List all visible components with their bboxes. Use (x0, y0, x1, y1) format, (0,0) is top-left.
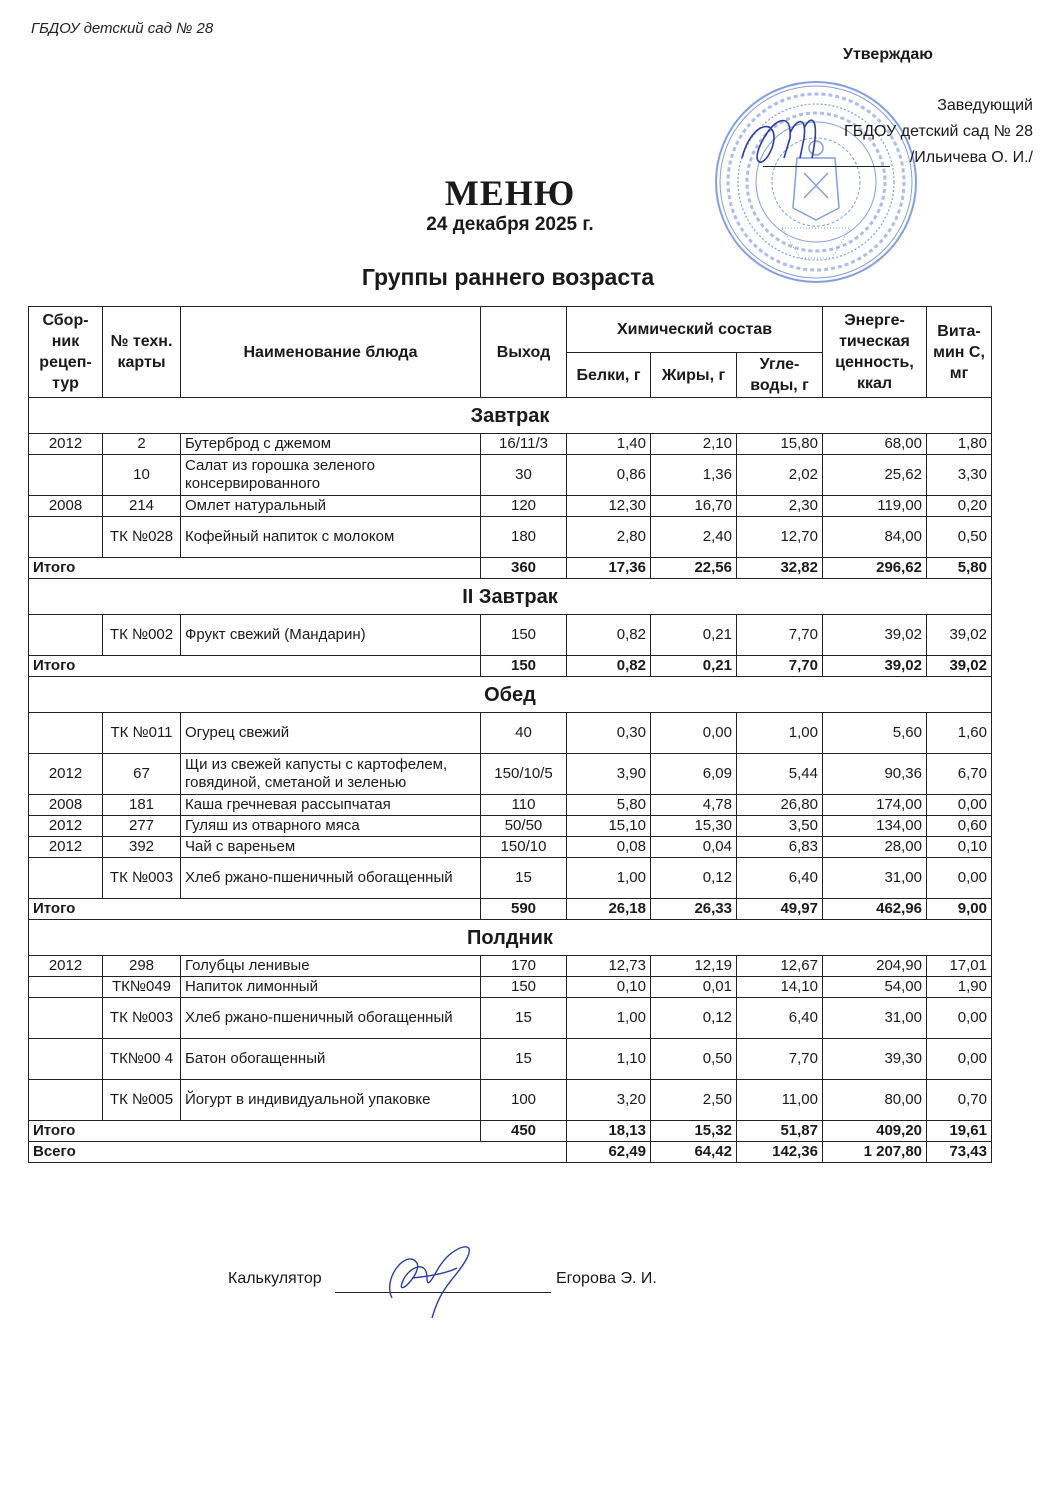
section-title: Завтрак (29, 398, 992, 434)
cell-collection (29, 713, 103, 754)
total-fat: 15,32 (651, 1121, 737, 1142)
cell-yield: 50/50 (481, 816, 567, 837)
cell-protein: 1,00 (567, 998, 651, 1039)
grand-total-protein: 62,49 (567, 1142, 651, 1163)
cell-vitamin-c: 0,10 (927, 837, 992, 858)
cell-tech-card: ТК №003 (103, 998, 181, 1039)
dish-row (29, 816, 992, 837)
cell-yield: 40 (481, 713, 567, 754)
total-energy: 462,96 (823, 899, 927, 920)
dish-row (29, 998, 992, 1039)
cell-carbs: 3,50 (737, 816, 823, 837)
calculator-name: Егорова Э. И. (556, 1270, 657, 1287)
cell-fat: 2,10 (651, 434, 737, 455)
cell-yield: 180 (481, 517, 567, 558)
cell-tech-card: 181 (103, 795, 181, 816)
section-title: II Завтрак (29, 579, 992, 615)
cell-tech-card: ТК №011 (103, 713, 181, 754)
total-label: Итого (29, 656, 481, 677)
cell-energy: 39,02 (823, 615, 927, 656)
col-header-fat: Жиры, г (651, 353, 737, 398)
cell-fat: 2,50 (651, 1080, 737, 1121)
cell-protein: 1,40 (567, 434, 651, 455)
cell-yield: 150/10 (481, 837, 567, 858)
cell-collection: 2008 (29, 496, 103, 517)
total-energy: 409,20 (823, 1121, 927, 1142)
cell-collection (29, 615, 103, 656)
cell-tech-card: ТК №002 (103, 615, 181, 656)
total-protein: 0,82 (567, 656, 651, 677)
cell-vitamin-c: 0,50 (927, 517, 992, 558)
cell-collection (29, 455, 103, 496)
cell-dish-name: Йогурт в индивидуальной упаковке (181, 1080, 481, 1121)
dish-row (29, 956, 992, 977)
cell-yield: 15 (481, 998, 567, 1039)
total-vitamin-c: 19,61 (927, 1121, 992, 1142)
cell-protein: 1,00 (567, 858, 651, 899)
cell-protein: 12,73 (567, 956, 651, 977)
cell-vitamin-c: 39,02 (927, 615, 992, 656)
col-header-yield: Выход (481, 307, 567, 398)
cell-vitamin-c: 0,00 (927, 998, 992, 1039)
menu-table-body (29, 398, 992, 1163)
cell-fat: 0,21 (651, 615, 737, 656)
cell-protein: 0,10 (567, 977, 651, 998)
cell-dish-name: Щи из свежей капусты с картофелем, говядиной, сметаной и зеленью (181, 754, 481, 795)
cell-energy: 174,00 (823, 795, 927, 816)
cell-carbs: 1,00 (737, 713, 823, 754)
cell-collection (29, 998, 103, 1039)
cell-dish-name: Омлет натуральный (181, 496, 481, 517)
section-total-row (29, 899, 992, 920)
cell-protein: 5,80 (567, 795, 651, 816)
cell-tech-card: 2 (103, 434, 181, 455)
cell-collection: 2012 (29, 816, 103, 837)
cell-tech-card: ТК№049 (103, 977, 181, 998)
dish-row (29, 1039, 992, 1080)
cell-vitamin-c: 0,70 (927, 1080, 992, 1121)
cell-energy: 80,00 (823, 1080, 927, 1121)
cell-vitamin-c: 0,20 (927, 496, 992, 517)
cell-protein: 12,30 (567, 496, 651, 517)
cell-collection: 2012 (29, 956, 103, 977)
cell-tech-card: ТК №003 (103, 858, 181, 899)
cell-carbs: 12,67 (737, 956, 823, 977)
cell-fat: 0,12 (651, 998, 737, 1039)
col-header-tech-card: № техн. карты (103, 307, 181, 398)
menu-date: 24 декабря 2025 г. (426, 214, 594, 235)
cell-yield: 150 (481, 615, 567, 656)
cell-energy: 39,30 (823, 1039, 927, 1080)
cell-tech-card: 277 (103, 816, 181, 837)
cell-energy: 204,90 (823, 956, 927, 977)
cell-dish-name: Хлеб ржано-пшеничный обогащенный (181, 998, 481, 1039)
cell-collection (29, 1039, 103, 1080)
grand-total-energy: 1 207,80 (823, 1142, 927, 1163)
cell-carbs: 6,83 (737, 837, 823, 858)
approval-title: Утверждаю (843, 46, 933, 63)
cell-energy: 84,00 (823, 517, 927, 558)
total-protein: 18,13 (567, 1121, 651, 1142)
cell-protein: 1,10 (567, 1039, 651, 1080)
total-energy: 39,02 (823, 656, 927, 677)
total-yield: 150 (481, 656, 567, 677)
cell-tech-card: 10 (103, 455, 181, 496)
cell-tech-card: ТК №005 (103, 1080, 181, 1121)
cell-yield: 120 (481, 496, 567, 517)
cell-fat: 15,30 (651, 816, 737, 837)
cell-carbs: 12,70 (737, 517, 823, 558)
grand-total-row (29, 1142, 992, 1163)
cell-fat: 0,50 (651, 1039, 737, 1080)
approval-organization: ГБДОУ детский сад № 28 (844, 123, 1033, 140)
total-fat: 0,21 (651, 656, 737, 677)
cell-energy: 90,36 (823, 754, 927, 795)
total-vitamin-c: 39,02 (927, 656, 992, 677)
cell-tech-card: ТК№00 4 (103, 1039, 181, 1080)
dish-row (29, 795, 992, 816)
cell-collection: 2012 (29, 837, 103, 858)
cell-carbs: 6,40 (737, 858, 823, 899)
approval-name: /Ильичева О. И./ (909, 149, 1033, 166)
cell-fat: 2,40 (651, 517, 737, 558)
dish-row (29, 837, 992, 858)
cell-tech-card: 392 (103, 837, 181, 858)
cell-dish-name: Фрукт свежий (Мандарин) (181, 615, 481, 656)
cell-tech-card: ТК №028 (103, 517, 181, 558)
cell-energy: 54,00 (823, 977, 927, 998)
cell-yield: 100 (481, 1080, 567, 1121)
cell-yield: 110 (481, 795, 567, 816)
cell-carbs: 26,80 (737, 795, 823, 816)
total-label: Итого (29, 1121, 481, 1142)
total-label: Итого (29, 899, 481, 920)
dish-row (29, 754, 992, 795)
cell-fat: 4,78 (651, 795, 737, 816)
grand-total-fat: 64,42 (651, 1142, 737, 1163)
cell-tech-card: 298 (103, 956, 181, 977)
cell-fat: 16,70 (651, 496, 737, 517)
cell-vitamin-c: 6,70 (927, 754, 992, 795)
organization-name: ГБДОУ детский сад № 28 (31, 20, 214, 37)
cell-dish-name: Каша гречневая рассыпчатая (181, 795, 481, 816)
grand-total-label: Всего (29, 1142, 567, 1163)
cell-carbs: 5,44 (737, 754, 823, 795)
calculator-signature-icon (372, 1238, 492, 1318)
col-header-carbs: Угле-воды, г (737, 353, 823, 398)
dish-row (29, 1080, 992, 1121)
cell-carbs: 2,30 (737, 496, 823, 517)
cell-collection (29, 977, 103, 998)
cell-fat: 0,01 (651, 977, 737, 998)
grand-total-carbs: 142,36 (737, 1142, 823, 1163)
cell-vitamin-c: 0,00 (927, 795, 992, 816)
approval-role: Заведующий (937, 97, 1033, 114)
dish-row (29, 858, 992, 899)
section-title: Полдник (29, 920, 992, 956)
cell-fat: 6,09 (651, 754, 737, 795)
cell-fat: 12,19 (651, 956, 737, 977)
approval-signature-line (763, 166, 890, 167)
section-header-row (29, 579, 992, 615)
col-header-collection: Сбор-ник рецеп-тур (29, 307, 103, 398)
cell-vitamin-c: 1,90 (927, 977, 992, 998)
section-total-row (29, 558, 992, 579)
grand-total-vitamin-c: 73,43 (927, 1142, 992, 1163)
cell-energy: 5,60 (823, 713, 927, 754)
cell-carbs: 7,70 (737, 1039, 823, 1080)
section-header-row (29, 398, 992, 434)
cell-tech-card: 67 (103, 754, 181, 795)
page-title: МЕНЮ (444, 173, 576, 213)
cell-carbs: 11,00 (737, 1080, 823, 1121)
col-header-vitamin-c: Вита-мин С, мг (927, 307, 992, 398)
cell-collection: 2012 (29, 434, 103, 455)
cell-fat: 0,00 (651, 713, 737, 754)
cell-dish-name: Бутерброд с джемом (181, 434, 481, 455)
cell-yield: 150/10/5 (481, 754, 567, 795)
cell-carbs: 2,02 (737, 455, 823, 496)
cell-energy: 31,00 (823, 998, 927, 1039)
cell-vitamin-c: 0,00 (927, 1039, 992, 1080)
cell-protein: 0,82 (567, 615, 651, 656)
cell-yield: 16/11/3 (481, 434, 567, 455)
col-header-chemical: Химический состав (567, 307, 823, 353)
cell-vitamin-c: 1,60 (927, 713, 992, 754)
cell-collection: 2008 (29, 795, 103, 816)
cell-dish-name: Хлеб ржано-пшеничный обогащенный (181, 858, 481, 899)
cell-carbs: 14,10 (737, 977, 823, 998)
cell-protein: 3,90 (567, 754, 651, 795)
section-header-row (29, 920, 992, 956)
cell-tech-card: 214 (103, 496, 181, 517)
calculator-label: Калькулятор (228, 1270, 322, 1287)
dish-row (29, 455, 992, 496)
total-carbs: 49,97 (737, 899, 823, 920)
cell-carbs: 15,80 (737, 434, 823, 455)
cell-carbs: 6,40 (737, 998, 823, 1039)
cell-fat: 1,36 (651, 455, 737, 496)
age-group-title: Группы раннего возраста (361, 264, 655, 290)
cell-protein: 3,20 (567, 1080, 651, 1121)
total-vitamin-c: 5,80 (927, 558, 992, 579)
cell-collection (29, 517, 103, 558)
cell-vitamin-c: 0,60 (927, 816, 992, 837)
col-header-dish: Наименование блюда (181, 307, 481, 398)
cell-dish-name: Огурец свежий (181, 713, 481, 754)
cell-energy: 25,62 (823, 455, 927, 496)
total-label: Итого (29, 558, 481, 579)
cell-energy: 134,00 (823, 816, 927, 837)
cell-protein: 0,08 (567, 837, 651, 858)
total-energy: 296,62 (823, 558, 927, 579)
menu-table (28, 306, 992, 1163)
total-yield: 360 (481, 558, 567, 579)
section-total-row (29, 656, 992, 677)
total-carbs: 7,70 (737, 656, 823, 677)
cell-collection (29, 858, 103, 899)
total-fat: 26,33 (651, 899, 737, 920)
section-title: Обед (29, 677, 992, 713)
cell-protein: 0,86 (567, 455, 651, 496)
section-total-row (29, 1121, 992, 1142)
cell-dish-name: Чай с вареньем (181, 837, 481, 858)
dish-row (29, 496, 992, 517)
cell-protein: 0,30 (567, 713, 651, 754)
cell-vitamin-c: 0,00 (927, 858, 992, 899)
cell-energy: 119,00 (823, 496, 927, 517)
cell-dish-name: Голубцы ленивые (181, 956, 481, 977)
col-header-protein: Белки, г (567, 353, 651, 398)
total-protein: 26,18 (567, 899, 651, 920)
col-header-energy: Энерге-тическая ценность, ккал (823, 307, 927, 398)
cell-dish-name: Кофейный напиток с молоком (181, 517, 481, 558)
dish-row (29, 517, 992, 558)
total-vitamin-c: 9,00 (927, 899, 992, 920)
total-carbs: 32,82 (737, 558, 823, 579)
cell-dish-name: Салат из горошка зеленого консервированного (181, 455, 481, 496)
cell-vitamin-c: 3,30 (927, 455, 992, 496)
cell-dish-name: Гуляш из отварного мяса (181, 816, 481, 837)
cell-dish-name: Батон обогащенный (181, 1039, 481, 1080)
cell-yield: 15 (481, 858, 567, 899)
dish-row (29, 713, 992, 754)
cell-carbs: 7,70 (737, 615, 823, 656)
cell-yield: 30 (481, 455, 567, 496)
cell-protein: 15,10 (567, 816, 651, 837)
total-fat: 22,56 (651, 558, 737, 579)
cell-collection: 2012 (29, 754, 103, 795)
dish-row (29, 615, 992, 656)
dish-row (29, 434, 992, 455)
cell-dish-name: Напиток лимонный (181, 977, 481, 998)
cell-vitamin-c: 17,01 (927, 956, 992, 977)
cell-fat: 0,12 (651, 858, 737, 899)
section-header-row (29, 677, 992, 713)
total-yield: 590 (481, 899, 567, 920)
total-protein: 17,36 (567, 558, 651, 579)
cell-energy: 28,00 (823, 837, 927, 858)
cell-energy: 68,00 (823, 434, 927, 455)
cell-yield: 150 (481, 977, 567, 998)
cell-vitamin-c: 1,80 (927, 434, 992, 455)
cell-yield: 15 (481, 1039, 567, 1080)
cell-collection (29, 1080, 103, 1121)
total-carbs: 51,87 (737, 1121, 823, 1142)
cell-protein: 2,80 (567, 517, 651, 558)
dish-row (29, 977, 992, 998)
cell-fat: 0,04 (651, 837, 737, 858)
total-yield: 450 (481, 1121, 567, 1142)
cell-yield: 170 (481, 956, 567, 977)
cell-energy: 31,00 (823, 858, 927, 899)
